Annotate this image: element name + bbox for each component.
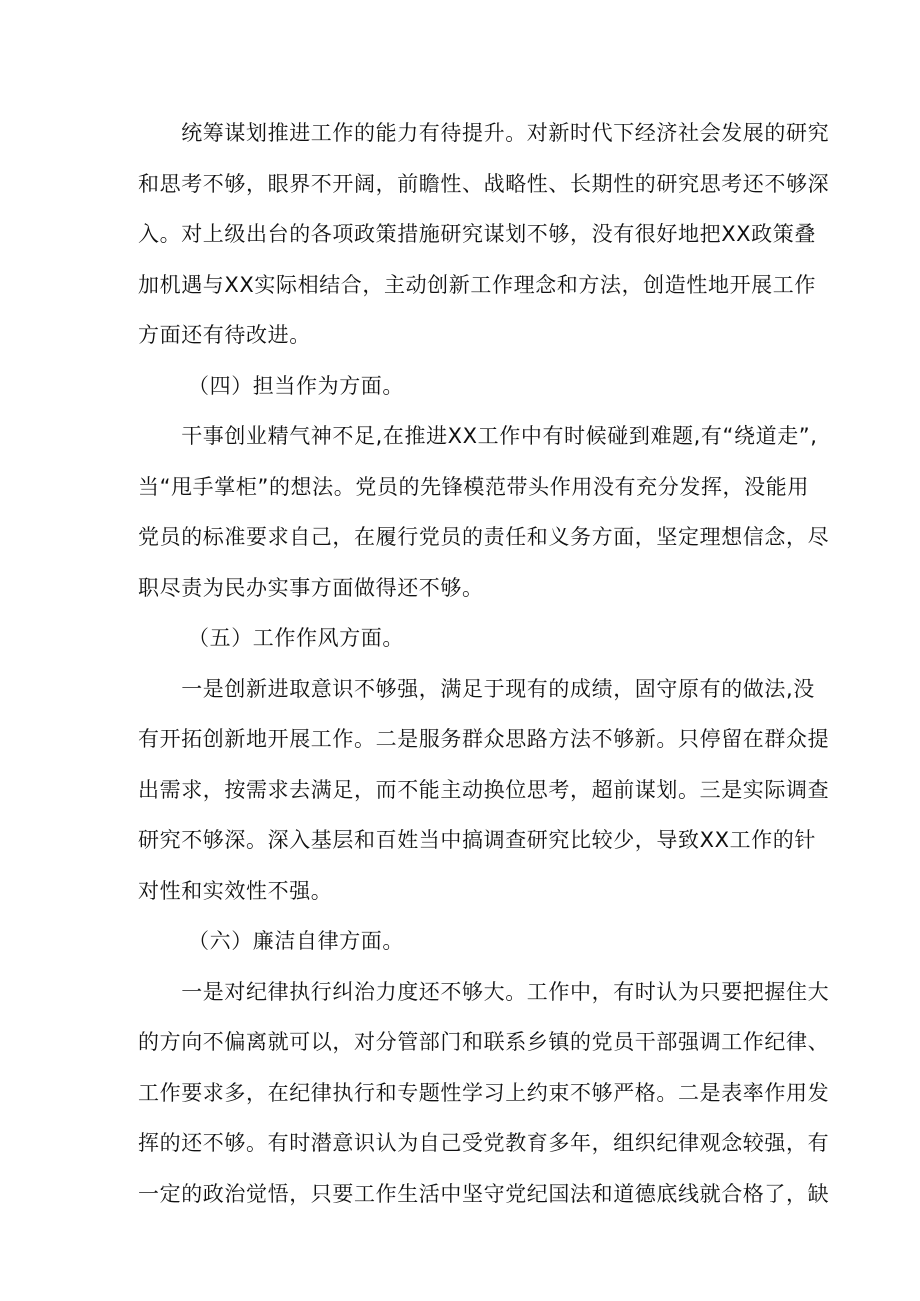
text-line: 当“甩手掌柜”的想法。党员的先锋模范带头作用没有充分发挥，没能用 <box>138 474 809 499</box>
section-heading-5: （五）工作作风方面。 <box>188 626 404 650</box>
text-line: 工作要求多，在纪律执行和专题性学习上约束不够严格。二是表率作用发 <box>138 1080 830 1105</box>
text-line: 方面还有待改进。 <box>138 323 311 347</box>
section-heading-6: （六）廉洁自律方面。 <box>188 929 404 953</box>
text-line: 一定的政治觉悟，只要工作生活中坚守党纪国法和道德底线就合格了，缺 <box>138 1181 830 1206</box>
text-line: 的方向不偏离就可以，对分管部门和联系乡镇的党员干部强调工作纪律、 <box>138 1030 830 1054</box>
text-line: 加机遇与XX实际相结合，主动创新工作理念和方法，创造性地开展工作 <box>138 272 816 297</box>
text-line: 出需求，按需求去满足，而不能主动换位思考，超前谋划。三是实际调查 <box>138 777 830 802</box>
text-line: 对性和实效性不强。 <box>138 878 333 903</box>
text-line: 研究不够深。深入基层和百姓当中搞调查研究比较少，导致XX工作的针 <box>138 828 816 852</box>
section-heading-4: （四）担当作为方面。 <box>188 373 404 398</box>
document-body <box>138 108 830 1219</box>
text-line: 一是创新进取意识不够强，满足于现有的成绩，固守原有的做法,没 <box>138 676 815 701</box>
paragraph-responsibility <box>138 411 830 613</box>
text-line: 统筹谋划推进工作的能力有待提升。对新时代下经济社会发展的研究 <box>138 121 830 145</box>
text-line: 入。对上级出台的各项政策措施研究谋划不够，没有很好地把XX政策叠 <box>138 222 816 246</box>
text-line: 一是对纪律执行纠治力度还不够大。工作中，有时认为只要把握住大 <box>138 979 830 1004</box>
text-line: 职尽责为民办实事方面做得还不够。 <box>138 575 484 600</box>
paragraph-integrity <box>138 967 830 1220</box>
text-line: 党员的标准要求自己，在履行党员的责任和义务方面，坚定理想信念，尽 <box>138 525 830 549</box>
text-line: 和思考不够，眼界不开阔，前瞻性、战略性、长期性的研究思考还不够深 <box>138 171 830 196</box>
text-line: 挥的还不够。有时潜意识认为自己受党教育多年，组织纪律观念较强，有 <box>138 1131 830 1155</box>
paragraph-planning <box>138 108 830 361</box>
text-line: 干事创业精气神不足,在推进XX工作中有时候碰到难题,有“绕道走”, <box>138 424 818 448</box>
paragraph-work-style <box>138 664 830 917</box>
text-line: 有开拓创新地开展工作。二是服务群众思路方法不够新。只停留在群众提 <box>138 727 830 751</box>
